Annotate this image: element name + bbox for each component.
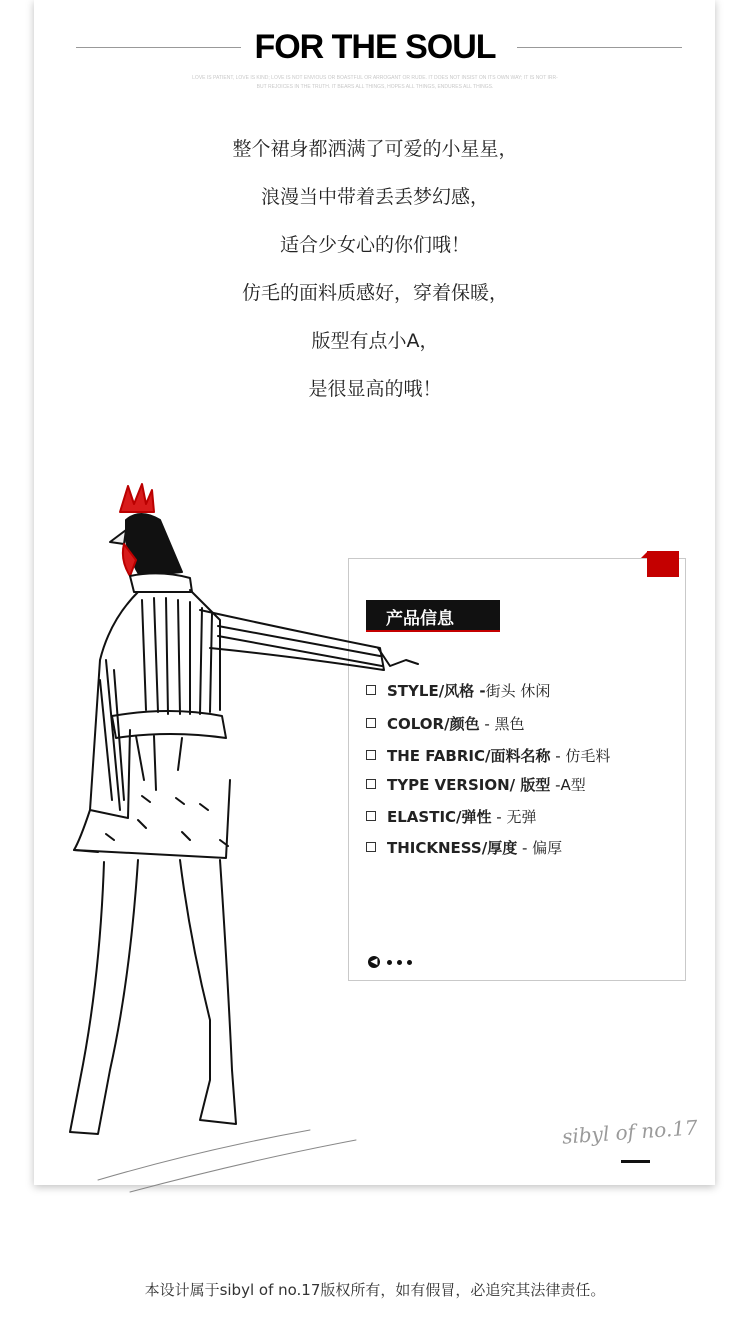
signature-text: sibyl of no.17 <box>561 1115 699 1149</box>
spec-value: - 偏厚 <box>517 839 563 857</box>
signature-underline <box>621 1160 650 1163</box>
description-line: 仿毛的面料质感好，穿着保暖， <box>241 282 508 304</box>
spec-key: ELASTIC/弹性 <box>387 808 492 826</box>
spec-value: 街头 休闲 <box>485 682 551 700</box>
page-title: FOR THE SOUL <box>254 28 496 66</box>
spec-key: TYPE VERSION/ 版型 <box>387 776 551 794</box>
spec-key: THICKNESS/厚度 <box>387 839 518 857</box>
spec-key: STYLE/风格 - <box>387 682 486 700</box>
description-line: 整个裙身都洒满了可爱的小星星， <box>232 138 518 160</box>
description-line: 浪漫当中带着丢丢梦幻感， <box>260 186 489 208</box>
spec-value: -A型 <box>550 776 586 794</box>
spec-value: - 仿毛料 <box>550 747 611 765</box>
spec-value: - 黑色 <box>479 715 525 733</box>
copyright-footer: 本设计属于sibyl of no.17版权所有，如有假冒，必追究其法律责任。 <box>144 1281 606 1299</box>
spec-value: - 无弹 <box>491 808 537 826</box>
description-line: 版型有点小A， <box>311 330 439 352</box>
description-line: 是很显高的哦！ <box>308 378 442 400</box>
subtitle-line-1: LOVE IS PATIENT, LOVE IS KIND; LOVE IS NOT ENVIOUS OR BOASTFUL OR ARROGANT OR RUDE. IT DOES NOT INSIST ON ITS OWN WAY; IT IS NOT IRR- <box>192 75 558 81</box>
spec-key: COLOR/颜色 <box>387 715 480 733</box>
product-info-title: 产品信息 <box>386 609 454 629</box>
subtitle-line-2: BUT REJOICES IN THE TRUTH. IT BEARS ALL THINGS, HOPES ALL THINGS, ENDURES ALL THINGS. <box>256 84 494 90</box>
spec-key: THE FABRIC/面料名称 <box>387 747 551 765</box>
fashion-illustration <box>50 480 430 1200</box>
description-line: 适合少女心的你们哦！ <box>279 234 470 256</box>
left-arrow-icon[interactable]: ◀ <box>368 956 380 968</box>
corner-flag <box>647 551 679 577</box>
